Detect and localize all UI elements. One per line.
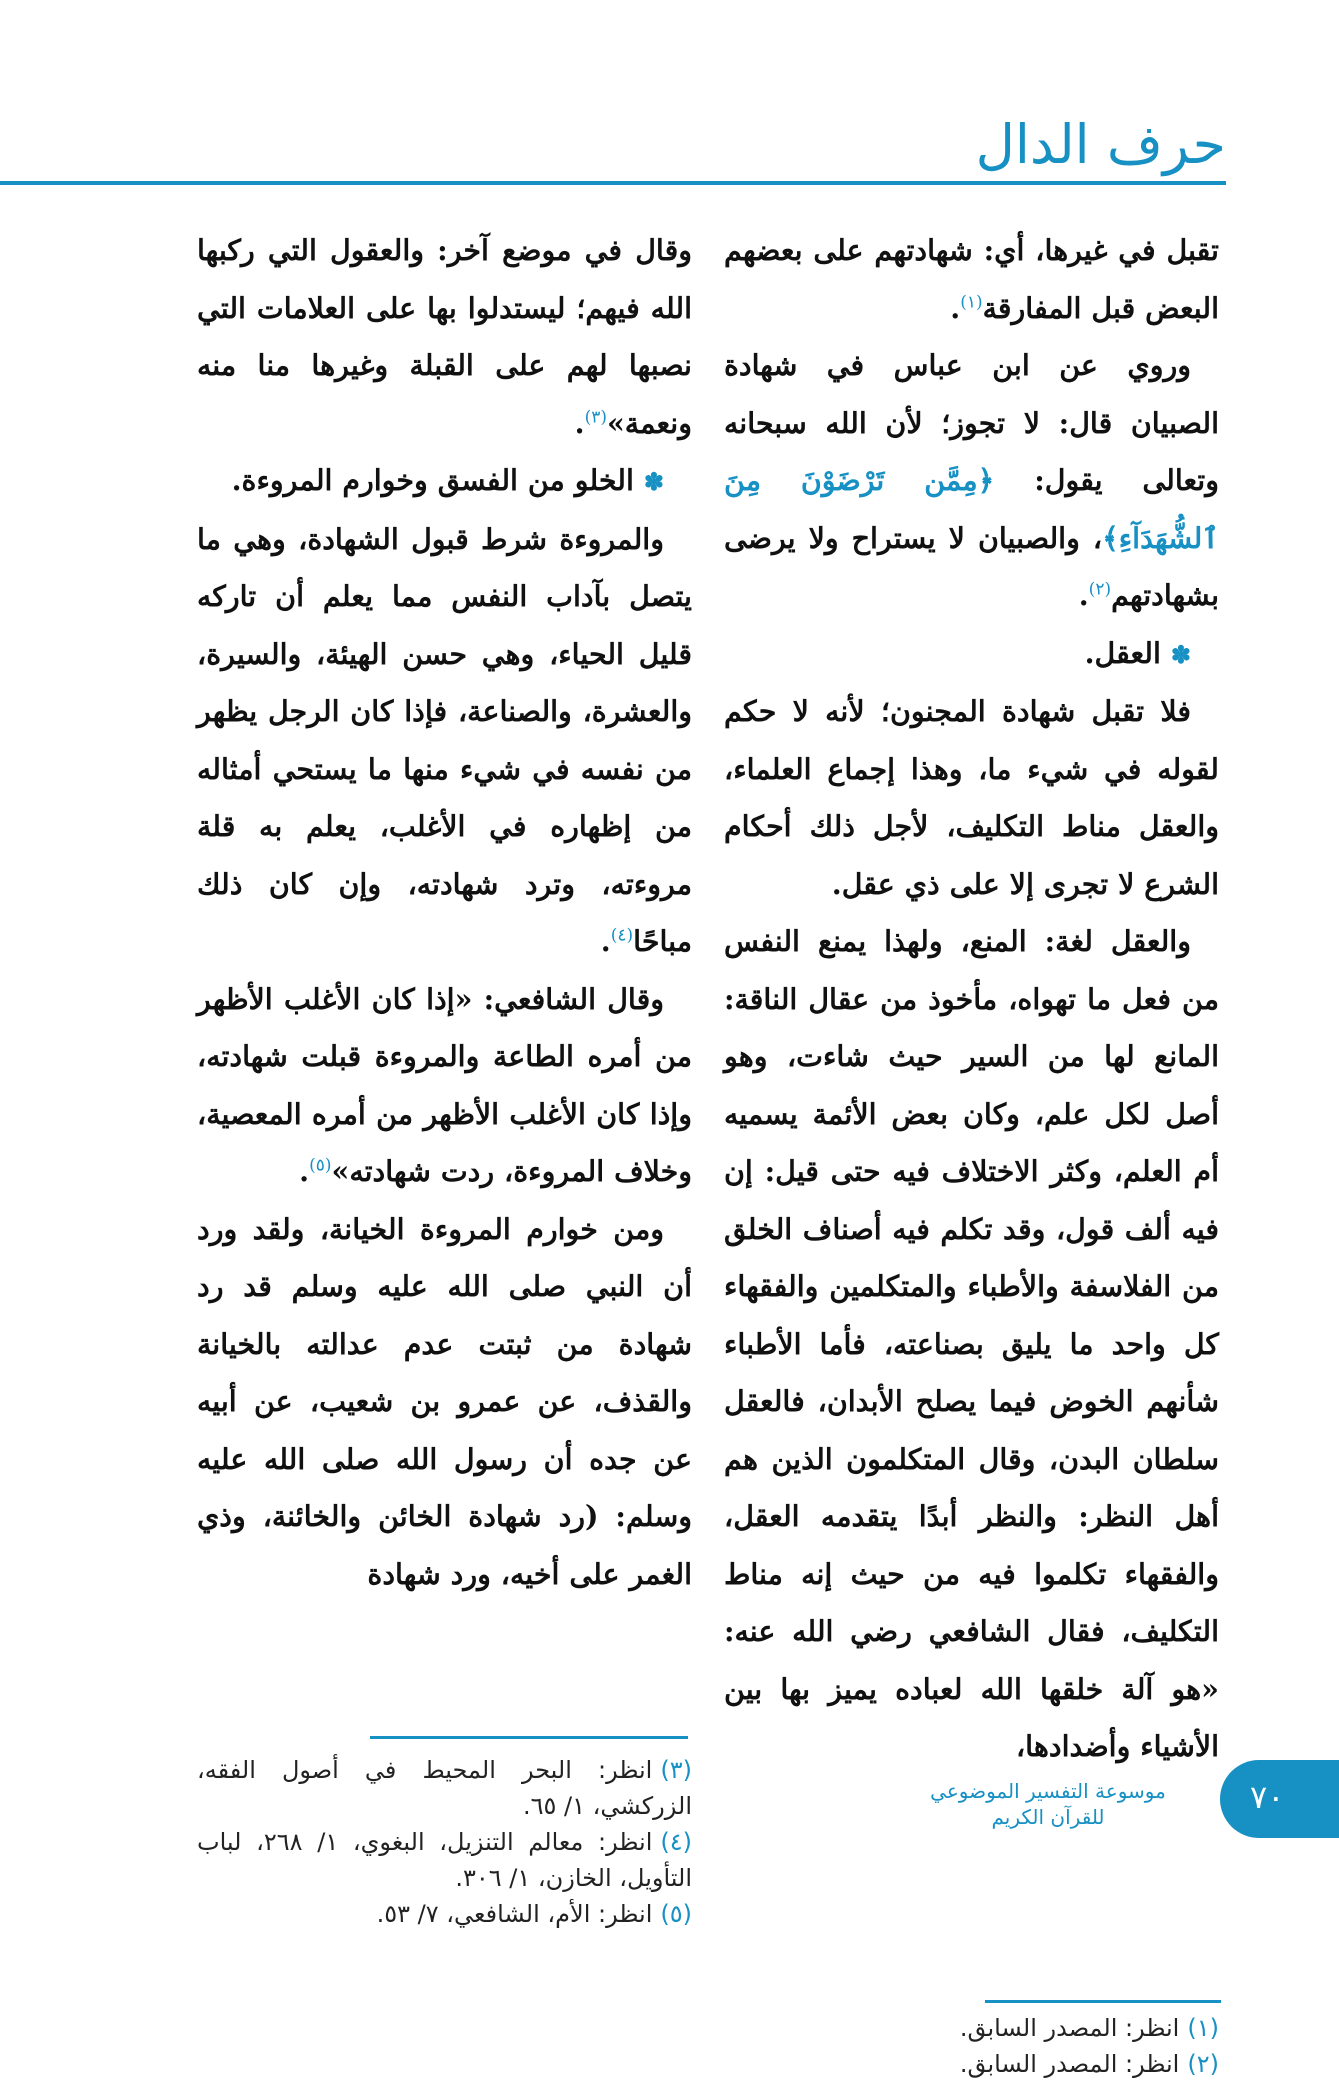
footnotes-left — [197, 1752, 692, 1932]
footnote-ref[interactable]: (١) — [960, 292, 983, 312]
footnote: (٣)انظر: البحر المحيط في أصول الفقه، الزركشي، ١/ ٦٥. — [197, 1756, 692, 1820]
footnote-ref[interactable]: (٣) — [584, 407, 607, 427]
section-heading: ✽العقل. — [1084, 635, 1191, 670]
header-rule — [0, 181, 1226, 185]
paragraph: وقال في موضع آخر: والعقول التي ركبها الله فيهم؛ ليستدلوا بها على العلامات التي نصبها لهم على القبلة وغيرها منا منه ونعمة»$^{(٣)}$. — [197, 233, 692, 440]
paragraph: والمروءة شرط قبول الشهادة، وهي ما يتصل بآداب النفس مما يعلم أن تاركه قليل الحياء، وهي حسن الهيئة، والسيرة، والعشرة، والصناعة، فإذا كان الرجل يظهر من نفسه في شيء منها ما يستحي أمثاله من إظهاره في الأغلب، يعلم به قلة مروءته، وترد شهادته، وإن كان ذلك مباحًا$^{(٤)}$. — [197, 521, 692, 958]
footnote: (١)انظر: المصدر السابق. — [959, 2014, 1219, 2042]
footnote-ref[interactable]: (٢) — [1088, 579, 1112, 600]
footnotes-right — [724, 2010, 1219, 2082]
paragraph: وروي عن ابن عباس في شهادة الصبيان قال: لا تجوز؛ لأن الله سبحانه وتعالى يقول: ﴿مِمَّن تَرْضَوْنَ مِنَ ٱلشُّهَدَآءِ﴾، والصبيان لا يستراح ولا يرضى بشهادتهم$^{(٢)}$. — [724, 348, 1219, 612]
footnote-rule — [370, 1736, 688, 1739]
page-number: ٧٠ — [1250, 1778, 1285, 1816]
paragraph: ومن خوارم المروءة الخيانة، ولقد ورد أن النبي صلى الله عليه وسلم قد رد شهادة من ثبتت عدم عدالته بالخيانة والقذف، عن عمرو بن شعيب، عن أبيه عن جده أن رسول الله صلى الله عليه وسلم: (رد شهادة الخائن والخائنة، وذي الغمر على أخيه، ورد شهادة — [197, 1211, 692, 1591]
section-title: حرف الدال — [975, 113, 1226, 176]
flower-bullet-icon: ✽ — [643, 467, 664, 496]
quran-verse: ﴿مِمَّن تَرْضَوْنَ مِنَ ٱلشُّهَدَآءِ﴾ — [724, 463, 1219, 555]
encyclopedia-logo: موسوعة التفسير الموضوعي للقرآن الكريم — [930, 1779, 1166, 1829]
footnote: (٥)انظر: الأم، الشافعي، ٧/ ٥٣. — [376, 1900, 692, 1928]
flower-bullet-icon: ✽ — [1170, 639, 1191, 669]
footnote-rule — [985, 2000, 1221, 2003]
footnote-ref[interactable]: (٥) — [309, 1155, 332, 1176]
right-column — [724, 222, 1219, 1776]
footnote: (٤)انظر: معالم التنزيل، البغوي، ١/ ٢٦٨، لباب التأويل، الخازن، ١/ ٣٠٦. — [197, 1828, 692, 1892]
paragraph: فلا تقبل شهادة المجنون؛ لأنه لا حكم لقوله في شيء ما، وهذا إجماع العلماء، والعقل مناط التكليف، لأجل ذلك أحكام الشرع لا تجرى إلا على ذي عقل. — [724, 694, 1219, 901]
paragraph: وقال الشافعي: «إذا كان الأغلب الأظهر من أمره الطاعة والمروءة قبلت شهادته، وإذا كان الأغلب الأظهر من أمره المعصية، وخلاف المروءة، ردت شهادته»$^{(٥)}$. — [197, 981, 692, 1188]
section-heading: ✽الخلو من الفسق وخوارم المروءة. — [231, 463, 664, 497]
footnote: (٢)انظر: المصدر السابق. — [959, 2050, 1219, 2078]
footnote-ref[interactable]: (٤) — [610, 925, 634, 946]
paragraph: تقبل في غيرها، أي: شهادتهم على بعضهم البعض قبل المفارقة$^{(١)}$. — [724, 233, 1219, 325]
paragraph: والعقل لغة: المنع، ولهذا يمنع النفس من فعل ما تهواه، مأخوذ من عقال الناقة: المانع لها من السير حيث شاءت، وهو أصل لكل علم، وكان بعض الأئمة يسميه أم العلم، وكثر الاختلاف فيه حتى قيل: إن فيه ألف قول، وقد تكلم فيه أصناف الخلق من الفلاسفة والأطباء والمتكلمين والفقهاء كل واحد ما يليق بصناعته، فأما الأطباء شأنهم الخوض فيما يصلح الأبدان، فالعقل سلطان البدن، وقال المتكلمون الذين هم أهل النظر: والنظر أبدًا يتقدمه العقل، والفقهاء تكلموا فيه من حيث إنه مناط التكليف، فقال الشافعي رضي الله عنه: «هو آلة خلقها الله لعباده يميز بها بين الأشياء وأضدادها، — [724, 924, 1219, 1763]
left-column — [197, 222, 692, 1603]
